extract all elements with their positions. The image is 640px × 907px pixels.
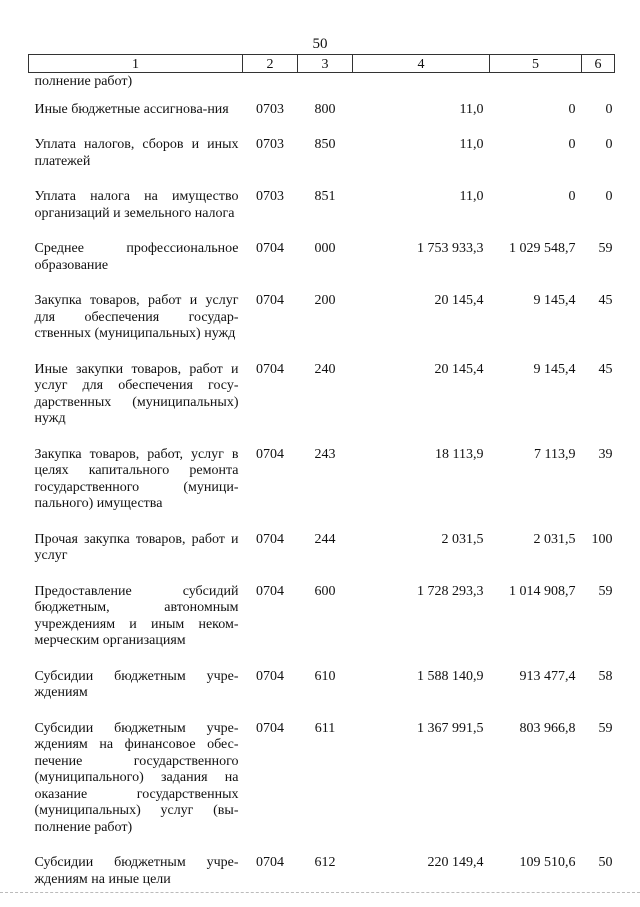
table-row <box>29 855 615 907</box>
row-actual: 913 477,4 <box>519 668 576 684</box>
row-percent: 50 <box>598 855 613 870</box>
header-col-3: 3 <box>298 55 353 73</box>
row-section: 0704 <box>256 293 284 308</box>
row-actual: 0 <box>568 189 576 204</box>
row-name: Субсидии бюджетным учре-ждениям на финансовое обес-печение государственного (муниципального) задания на оказание государственных (муниципальных) услуг (вы-полнение работ) <box>34 720 239 835</box>
row-name: Предоставление субсидий бюджетным, автономным учреждениям и иным неком-мерческим организациям <box>34 583 239 648</box>
row-percent: 58 <box>598 668 613 684</box>
header-col-5: 5 <box>490 55 582 73</box>
row-percent: 45 <box>598 361 613 377</box>
row-type <box>298 73 353 102</box>
row-name: Уплата налогов, сборов и иных платежей <box>34 137 239 169</box>
header-col-6: 6 <box>582 55 615 73</box>
row-percent: 0 <box>605 189 613 204</box>
table-row <box>29 73 615 102</box>
row-plan: 1 728 293,3 <box>417 583 484 599</box>
table-row <box>29 669 615 721</box>
row-section: 0704 <box>256 583 284 599</box>
row-name: Субсидии бюджетным учре-ждениям на иные цели <box>34 855 239 887</box>
page-number: 50 <box>312 36 328 52</box>
row-plan: 11,0 <box>459 137 484 152</box>
row-percent: 45 <box>598 293 613 308</box>
row-name: Иные бюджетные ассигнова-ния <box>34 101 229 117</box>
row-plan: 1 367 991,5 <box>417 720 484 736</box>
row-actual: 9 145,4 <box>533 361 576 377</box>
row-type: 243 <box>314 446 336 462</box>
row-type: 240 <box>314 361 336 377</box>
row-percent: 59 <box>598 720 613 736</box>
row-plan <box>353 73 490 102</box>
table-row <box>29 532 615 584</box>
row-percent: 59 <box>598 241 613 256</box>
row-name: Субсидии бюджетным учре-ждениям <box>34 668 239 700</box>
row-section: 0704 <box>256 241 284 256</box>
row-percent <box>582 73 615 102</box>
row-name: Закупка товаров, работ и услуг для обеспечения государ-ственных (муниципальных) нужд <box>34 293 239 341</box>
row-actual: 0 <box>568 137 576 152</box>
row-type: 851 <box>314 189 336 204</box>
row-plan: 1 753 933,3 <box>417 241 484 256</box>
row-name: Среднее профессиональное образование <box>34 241 239 273</box>
row-section: 0703 <box>256 101 284 117</box>
table-row <box>29 137 615 189</box>
row-type: 600 <box>314 583 336 599</box>
table-row <box>29 102 615 138</box>
page-bottom-edge <box>0 892 640 894</box>
header-col-1: 1 <box>29 55 243 73</box>
row-name: Иные закупки товаров, работ и услуг для обеспечения госу-дарственных (муниципальных) нужд <box>34 361 239 426</box>
row-plan: 20 145,4 <box>434 293 484 308</box>
table-row <box>29 584 615 669</box>
budget-table-container <box>28 54 614 907</box>
row-type: 244 <box>314 531 336 547</box>
row-section: 0704 <box>256 361 284 377</box>
row-section: 0703 <box>256 189 284 204</box>
table-row <box>29 241 615 293</box>
row-name: Уплата налога на имущество организаций и земельного налога <box>34 189 239 221</box>
header-col-4: 4 <box>353 55 490 73</box>
row-plan: 11,0 <box>459 189 484 204</box>
row-percent: 0 <box>605 101 613 117</box>
row-section: 0704 <box>256 446 284 462</box>
row-type: 200 <box>314 293 336 308</box>
budget-table <box>28 54 615 907</box>
row-section: 0704 <box>256 855 284 870</box>
row-type: 611 <box>314 720 336 736</box>
row-section: 0704 <box>256 531 284 547</box>
row-actual: 2 031,5 <box>533 531 576 547</box>
row-plan: 1 588 140,9 <box>417 668 484 684</box>
header-col-2: 2 <box>243 55 298 73</box>
row-percent: 100 <box>591 531 613 547</box>
row-plan: 220 149,4 <box>427 855 484 870</box>
table-header-row <box>29 55 615 73</box>
row-actual: 109 510,6 <box>519 855 576 870</box>
row-actual: 9 145,4 <box>533 293 576 308</box>
row-percent: 39 <box>598 446 613 462</box>
row-name: Закупка товаров, работ, услуг в целях капитального ремонта государственного (муници-пального) имущества <box>34 446 239 511</box>
row-plan: 2 031,5 <box>441 531 484 547</box>
row-section: 0704 <box>256 720 284 736</box>
row-actual: 1 014 908,7 <box>509 583 576 599</box>
row-percent: 0 <box>605 137 613 152</box>
row-actual: 803 966,8 <box>519 720 576 736</box>
row-actual <box>490 73 582 102</box>
row-actual: 1 029 548,7 <box>509 241 576 256</box>
row-plan: 20 145,4 <box>434 361 484 377</box>
row-type: 612 <box>314 855 336 870</box>
row-type: 000 <box>314 241 336 256</box>
row-type: 610 <box>314 668 336 684</box>
table-row <box>29 189 615 241</box>
row-type: 800 <box>314 101 336 117</box>
row-section <box>243 73 298 102</box>
row-percent: 59 <box>598 583 613 599</box>
row-type: 850 <box>314 137 336 152</box>
table-row <box>29 293 615 362</box>
table-row <box>29 362 615 447</box>
table-row <box>29 721 615 856</box>
row-plan: 18 113,9 <box>435 446 484 462</box>
row-section: 0704 <box>256 668 284 684</box>
row-actual: 0 <box>568 101 576 117</box>
row-name: полнение работ) <box>34 74 133 89</box>
row-plan: 11,0 <box>459 101 484 117</box>
row-actual: 7 113,9 <box>534 446 576 462</box>
row-section: 0703 <box>256 137 284 152</box>
row-name: Прочая закупка товаров, работ и услуг <box>34 531 239 563</box>
table-row <box>29 447 615 532</box>
